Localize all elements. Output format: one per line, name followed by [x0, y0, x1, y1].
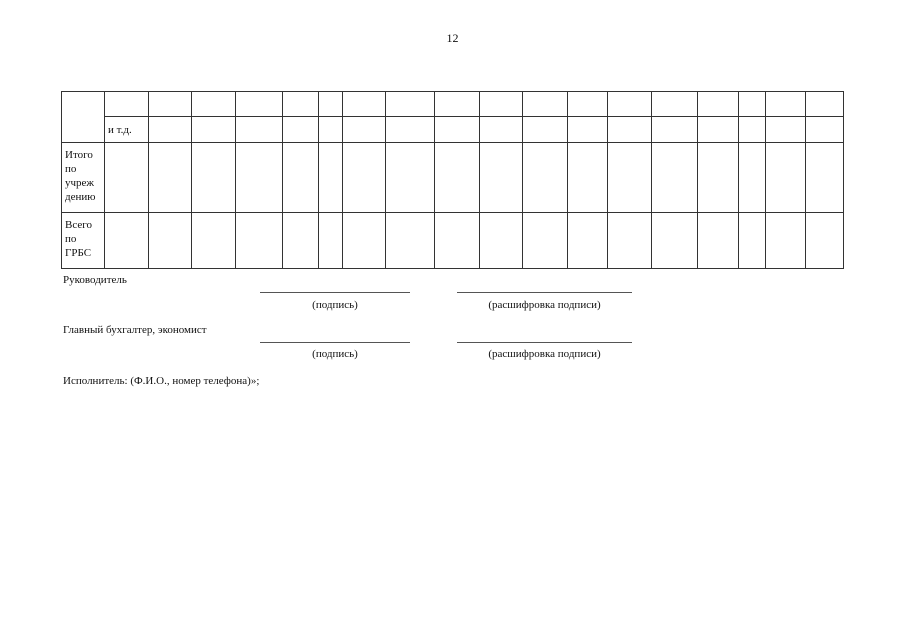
table-cell — [435, 143, 480, 213]
table-cell — [192, 213, 236, 269]
chief-accountant-title: Главный бухгалтер, экономист — [63, 324, 207, 336]
table-cell — [343, 213, 386, 269]
table-cell — [766, 213, 806, 269]
table-cell — [435, 117, 480, 143]
page-number: 12 — [446, 31, 459, 45]
table-cell — [192, 143, 236, 213]
table-cell — [806, 92, 844, 117]
table-cell — [806, 213, 844, 269]
table-cell — [568, 117, 608, 143]
table-cell — [283, 117, 319, 143]
chief-accountant-decoding-caption: (расшифровка подписи) — [488, 348, 601, 360]
table-cell — [236, 143, 283, 213]
table-cell: и т.д. — [105, 117, 149, 143]
table-cell — [480, 213, 523, 269]
table-cell — [192, 92, 236, 117]
head-decoding-line — [457, 292, 632, 293]
table-cell — [652, 143, 698, 213]
table-cell — [105, 213, 149, 269]
table-cell — [480, 143, 523, 213]
table-cell — [149, 143, 192, 213]
table-cell — [698, 213, 739, 269]
table-cell — [652, 92, 698, 117]
table-cell — [236, 117, 283, 143]
table-cell — [283, 213, 319, 269]
table-cell — [608, 143, 652, 213]
table-cell — [608, 117, 652, 143]
table-cell — [608, 213, 652, 269]
table-cell — [435, 213, 480, 269]
table-cell — [283, 92, 319, 117]
table-cell — [343, 143, 386, 213]
chief-accountant-decoding-line — [457, 342, 632, 343]
table-cell — [343, 117, 386, 143]
table-cell — [386, 143, 435, 213]
table-cell — [343, 92, 386, 117]
table-cell — [652, 117, 698, 143]
table-cell — [319, 143, 343, 213]
table-cell — [608, 92, 652, 117]
table-cell — [319, 92, 343, 117]
row-label-cell — [62, 92, 105, 143]
table-cell — [236, 92, 283, 117]
table-cell — [386, 92, 435, 117]
table-cell — [319, 213, 343, 269]
table-cell — [386, 117, 435, 143]
table-row — [62, 92, 844, 117]
row-label-cell: Итого по учреж дению — [62, 143, 105, 213]
table-cell — [806, 117, 844, 143]
row-label-cell: Всего по ГРБС — [62, 213, 105, 269]
table-cell — [192, 117, 236, 143]
table-row — [62, 143, 844, 213]
table-cell — [319, 117, 343, 143]
table-cell — [766, 92, 806, 117]
table-cell — [739, 143, 766, 213]
table-cell — [739, 117, 766, 143]
table-row — [62, 117, 844, 143]
table-cell — [698, 143, 739, 213]
table-cell — [739, 92, 766, 117]
head-signature-line — [260, 292, 410, 293]
table-cell — [480, 92, 523, 117]
table-cell — [806, 143, 844, 213]
chief-accountant-signature-line — [260, 342, 410, 343]
table-row — [62, 213, 844, 269]
head-title: Руководитель — [63, 274, 127, 286]
table-cell — [149, 92, 192, 117]
table-cell — [149, 213, 192, 269]
table-cell — [435, 92, 480, 117]
table-cell — [766, 143, 806, 213]
chief-accountant-signature-caption: (подпись) — [312, 348, 358, 360]
report-table — [61, 91, 844, 269]
executor-line: Исполнитель: (Ф.И.О., номер телефона)»; — [63, 375, 260, 387]
table-cell — [568, 143, 608, 213]
table-cell — [105, 92, 149, 117]
table-cell — [766, 117, 806, 143]
table-cell — [568, 213, 608, 269]
table-cell — [386, 213, 435, 269]
table-cell — [480, 117, 523, 143]
table-cell — [652, 213, 698, 269]
table-cell — [568, 92, 608, 117]
table-cell — [523, 92, 568, 117]
table-cell — [698, 92, 739, 117]
table-cell — [523, 213, 568, 269]
table-cell — [283, 143, 319, 213]
table-cell — [149, 117, 192, 143]
head-signature-caption: (подпись) — [312, 299, 358, 311]
table-cell — [236, 213, 283, 269]
head-decoding-caption: (расшифровка подписи) — [488, 299, 601, 311]
table-cell — [698, 117, 739, 143]
table-cell — [739, 213, 766, 269]
table-cell — [523, 143, 568, 213]
table-cell — [523, 117, 568, 143]
table-cell — [105, 143, 149, 213]
